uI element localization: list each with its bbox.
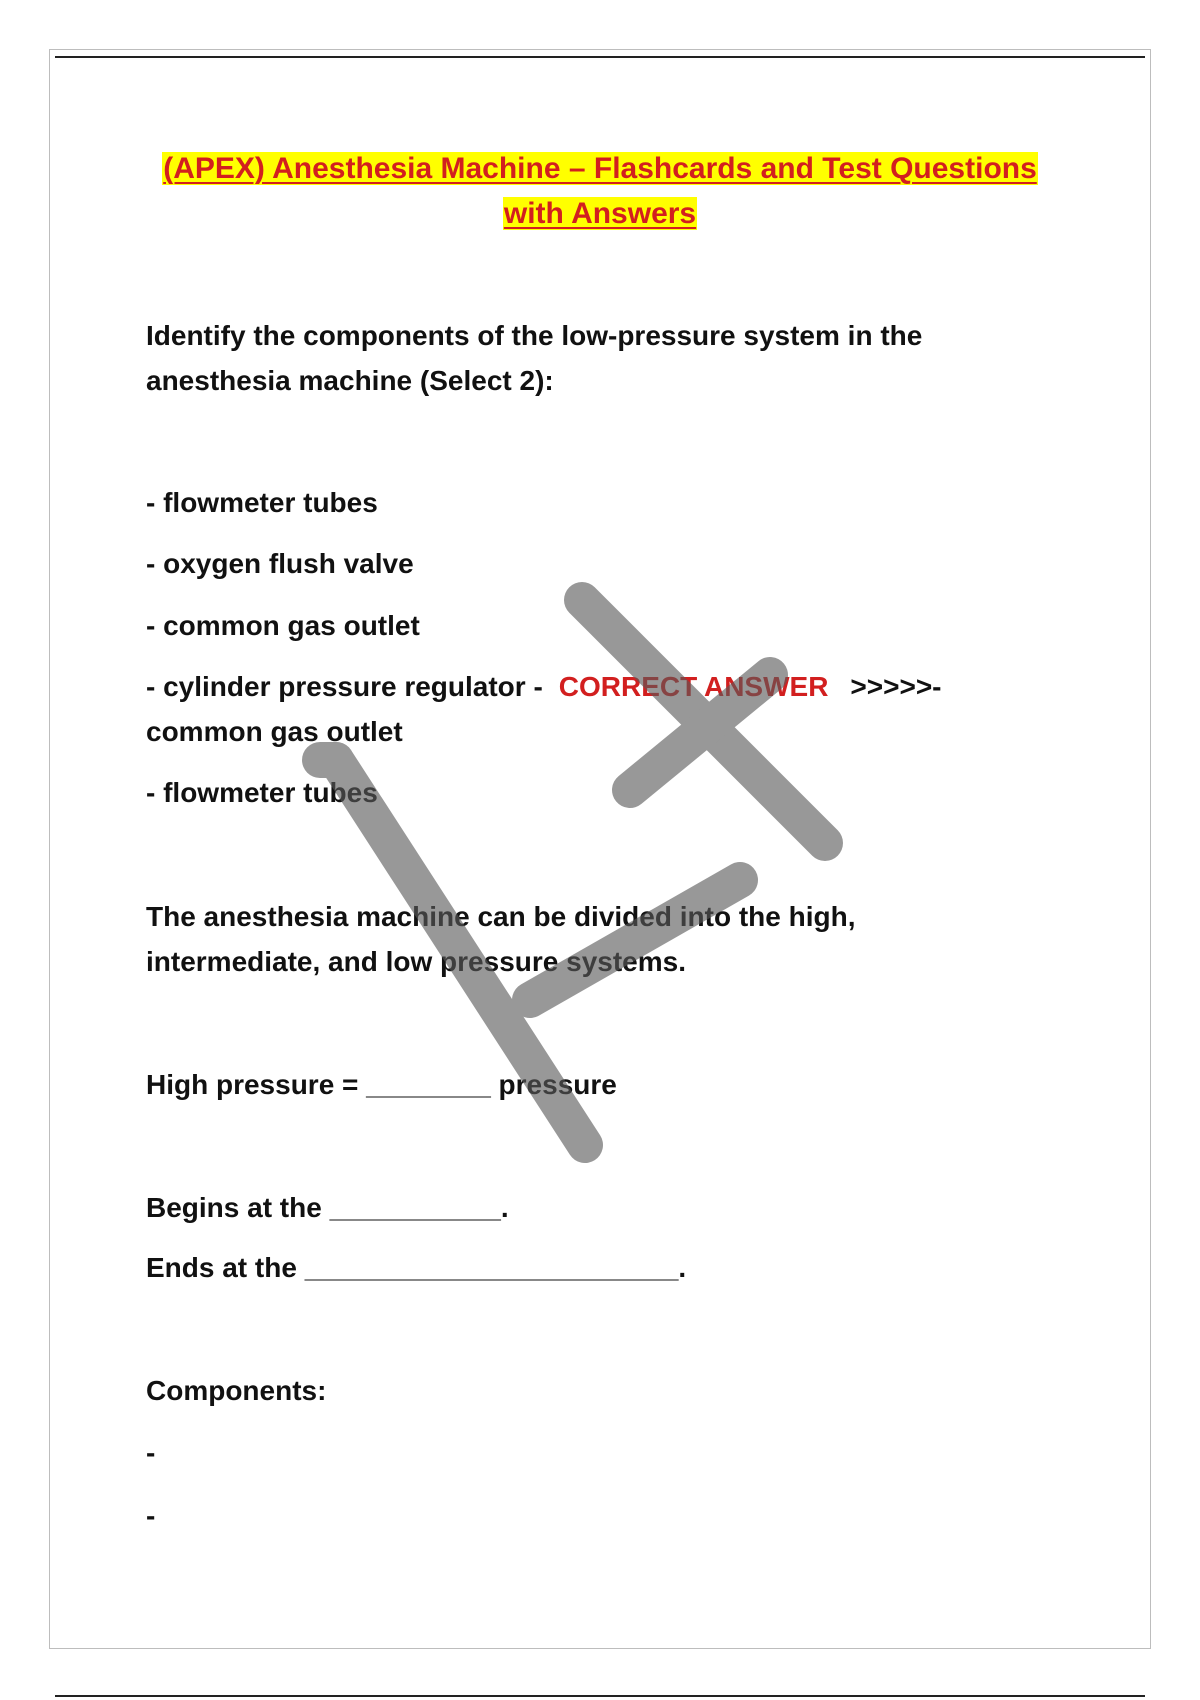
option-answer-block <box>146 664 942 754</box>
component-dash: - <box>146 1500 156 1531</box>
question-1 <box>146 313 922 403</box>
components-label: Components: <box>146 1375 327 1406</box>
title-line-1: (APEX) Anesthesia Machine – Flashcards and Test Questions <box>163 152 1037 185</box>
question-2-line-1: The anesthesia machine can be divided into the high, <box>146 901 856 932</box>
option-item: - flowmeter tubes <box>146 487 378 518</box>
option-item: - cylinder pressure regulator - <box>146 671 543 702</box>
title-line-2: with Answers <box>503 197 697 230</box>
answer-arrows: >>>>>- <box>850 671 942 702</box>
document-title <box>150 146 1050 236</box>
component-dash: - <box>146 1437 156 1468</box>
question-1-line-2: anesthesia machine (Select 2): <box>146 365 554 396</box>
question-2-line-2: intermediate, and low pressure systems. <box>146 946 686 977</box>
begins-blank: Begins at the ___________. <box>146 1192 509 1223</box>
answer-line-1: common gas outlet <box>146 716 403 747</box>
question-1-line-1: Identify the components of the low-pressure system in the <box>146 320 923 351</box>
option-item: - oxygen flush valve <box>146 548 414 579</box>
bottom-rule <box>55 1695 1145 1697</box>
question-2 <box>146 894 855 984</box>
answer-line-2: - flowmeter tubes <box>146 777 378 808</box>
high-pressure-blank: High pressure = ________ pressure <box>146 1069 617 1100</box>
option-item: - common gas outlet <box>146 610 420 641</box>
top-rule <box>55 56 1145 58</box>
ends-blank: Ends at the ________________________. <box>146 1252 687 1283</box>
correct-answer-label: CORRECT ANSWER <box>558 671 829 702</box>
